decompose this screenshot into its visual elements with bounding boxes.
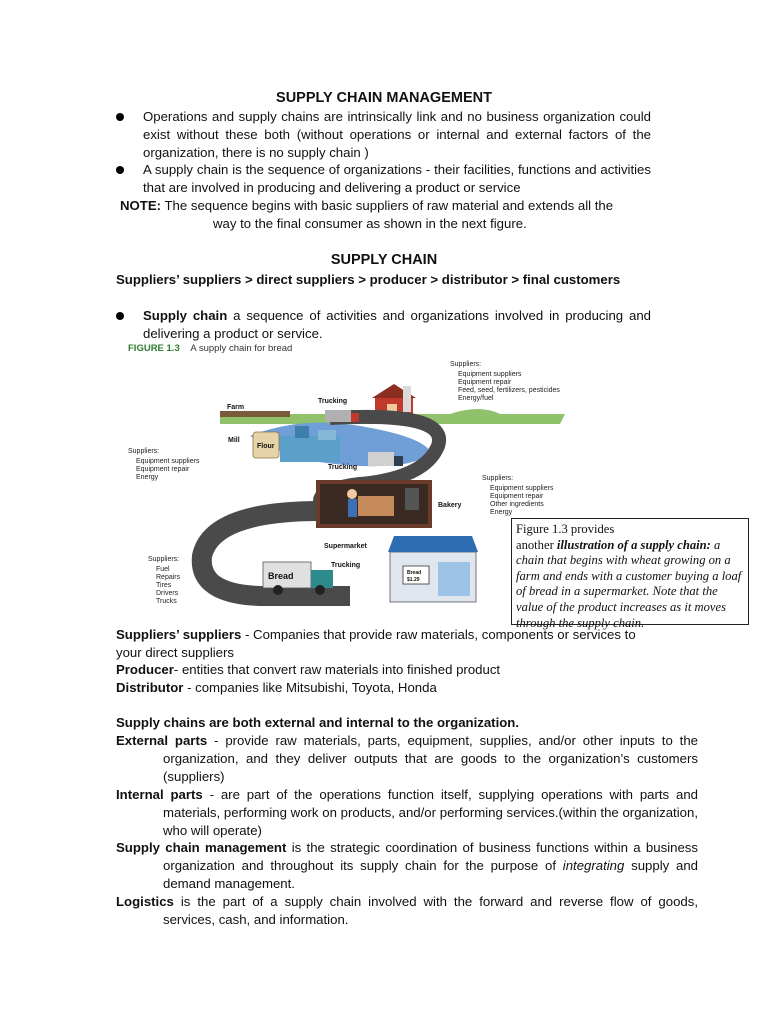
- definition-text: - are part of the operations function itself, supplying operations with parts and materials, performing work on products, and/or performing services.(within the organization, who will operate): [163, 787, 698, 838]
- trucking-label: Trucking: [331, 562, 361, 569]
- svg-text:Energy: Energy: [490, 509, 513, 516]
- note-line-1: [120, 197, 660, 215]
- price-sign-price: $1.29: [407, 577, 420, 583]
- definition-text: - entities that convert raw materials into finished product: [173, 662, 501, 677]
- svg-text:Equipment suppliers: Equipment suppliers: [458, 371, 522, 378]
- definition-term: Logistics: [116, 894, 174, 909]
- svg-text:Repairs: Repairs: [156, 574, 181, 581]
- suppliers-bakery-list: [482, 475, 554, 516]
- suppliers-mill-list: [128, 448, 200, 481]
- svg-text:Equipment suppliers: Equipment suppliers: [136, 458, 200, 465]
- intro-bullet-2: A supply chain is the sequence of organizations - their facilities, functions and activities that are involved in producing and delivering a product or service: [143, 162, 651, 195]
- definition-term: Distributor: [116, 680, 184, 695]
- svg-text:Drivers: Drivers: [156, 590, 179, 597]
- internal-parts: [116, 786, 698, 840]
- definition-text: is the part of a supply chain involved with the forward and reverse flow of goods, services, cash, and information.: [163, 894, 698, 927]
- flour-bag-icon: [253, 432, 279, 458]
- price-sign-label: Bread: [407, 570, 422, 576]
- suppliers-farm-list: [450, 361, 560, 402]
- section-heading: SUPPLY CHAIN: [330, 252, 438, 268]
- definition-term: Producer: [116, 662, 174, 677]
- svg-text:Equipment repair: Equipment repair: [136, 466, 190, 473]
- svg-text:Energy: Energy: [136, 474, 159, 481]
- definition-text: a sequence of activities and organizations involved in producing and delivering a product or service.: [143, 308, 651, 341]
- bullet-dot: [116, 113, 124, 121]
- svg-text:Trucks: Trucks: [156, 598, 177, 605]
- logistics-definition: [116, 893, 698, 929]
- definition-term: External parts: [116, 733, 208, 748]
- supermarket-building: [388, 536, 478, 602]
- svg-text:Suppliers:: Suppliers:: [148, 556, 180, 563]
- svg-text:Feed, seed, fertilizers, pesti: Feed, seed, fertilizers, pesticides: [458, 387, 560, 394]
- supermarket-label: Supermarket: [324, 543, 367, 550]
- svg-text:Suppliers:: Suppliers:: [482, 475, 514, 482]
- supply-chain-management-definition: [116, 839, 698, 893]
- svg-text:Suppliers:: Suppliers:: [128, 448, 160, 455]
- note-label: NOTE:: [120, 198, 162, 213]
- intro-bullet-1: Operations and supply chains are intrinsically link and no business organization could exist without these both (without operations or internal and external factors of the organization, there is no supply chain ): [143, 109, 651, 160]
- flour-label: Flour: [257, 443, 275, 450]
- external-internal-heading: Supply chains are both external and internal to the organization.: [116, 715, 520, 730]
- page-title: SUPPLY CHAIN MANAGEMENT: [276, 90, 492, 106]
- external-parts: [116, 732, 698, 786]
- definition-emphasis: integrating: [562, 858, 625, 873]
- bakery-label: Bakery: [438, 502, 462, 509]
- definition-term: Internal parts: [116, 787, 203, 802]
- definition-suppliers-suppliers: [116, 626, 656, 662]
- definition-text: - companies like Mitsubishi, Toyota, Honda: [183, 680, 437, 695]
- definition-producer: [116, 661, 656, 679]
- supply-chain-definition: [143, 307, 651, 343]
- definition-text: - Companies that provide raw materials, components or services to your direct suppliers: [116, 627, 636, 660]
- figure-caption: [511, 518, 749, 630]
- caption-text-1: Figure 1.3 provides: [516, 522, 615, 536]
- trucking-label: Trucking: [328, 464, 358, 471]
- caption-text-2: another: [516, 537, 557, 552]
- definition-term: Supply chain: [143, 308, 228, 323]
- svg-text:Fuel: Fuel: [156, 566, 170, 573]
- farm-fence: [220, 411, 290, 417]
- svg-text:Equipment suppliers: Equipment suppliers: [490, 485, 554, 492]
- bakery-building: [316, 480, 432, 528]
- svg-text:Equipment repair: Equipment repair: [490, 493, 544, 500]
- bullet-dot: [116, 166, 124, 174]
- farm-label: Farm: [227, 404, 245, 411]
- definition-distributor: [116, 679, 656, 697]
- suppliers-trucking-list: [148, 556, 181, 605]
- figure-number: FIGURE 1.3: [128, 343, 180, 354]
- figure-header: [128, 343, 428, 354]
- chain-sequence: Suppliers’ suppliers > direct suppliers > producer > distributor > final customers: [116, 272, 621, 287]
- mill-label: Mill: [228, 437, 240, 444]
- figure-title: A supply chain for bread: [190, 343, 293, 354]
- definition-term: Suppliers’ suppliers: [116, 627, 242, 642]
- note-line-2: way to the final consumer as shown in the next figure.: [213, 216, 527, 231]
- svg-text:Equipment repair: Equipment repair: [458, 379, 512, 386]
- caption-emphasis: illustration of a supply chain:: [556, 537, 711, 552]
- trucking-label: Trucking: [318, 398, 348, 405]
- svg-text:Other ingredients: Other ingredients: [490, 501, 544, 508]
- definition-text: is the strategic coordination of business functions within a business organization and throughout its supply chain for the purpose of: [163, 840, 698, 873]
- caption-text-3: a chain that begins with wheat growing on a farm and ends with a customer buying a loaf of bread in a supermarket. Note that the value of the product increases as it moves through the supply chain.: [516, 537, 742, 630]
- definition-term: Supply chain management: [116, 840, 287, 855]
- svg-text:Suppliers:: Suppliers:: [450, 361, 482, 368]
- svg-text:Energy/fuel: Energy/fuel: [458, 395, 494, 402]
- bullet-dot: [116, 312, 124, 320]
- note-text-1: The sequence begins with basic suppliers of raw material and extends all the: [164, 198, 614, 213]
- definition-text: supply and demand management.: [163, 858, 699, 891]
- definition-text: - provide raw materials, parts, equipment, supplies, and/or other inputs to the organization, and they deliver outputs that are goods to the organization’s customers (suppliers): [163, 733, 698, 784]
- svg-text:Tires: Tires: [156, 582, 172, 589]
- bread-truck-label: Bread: [268, 571, 294, 581]
